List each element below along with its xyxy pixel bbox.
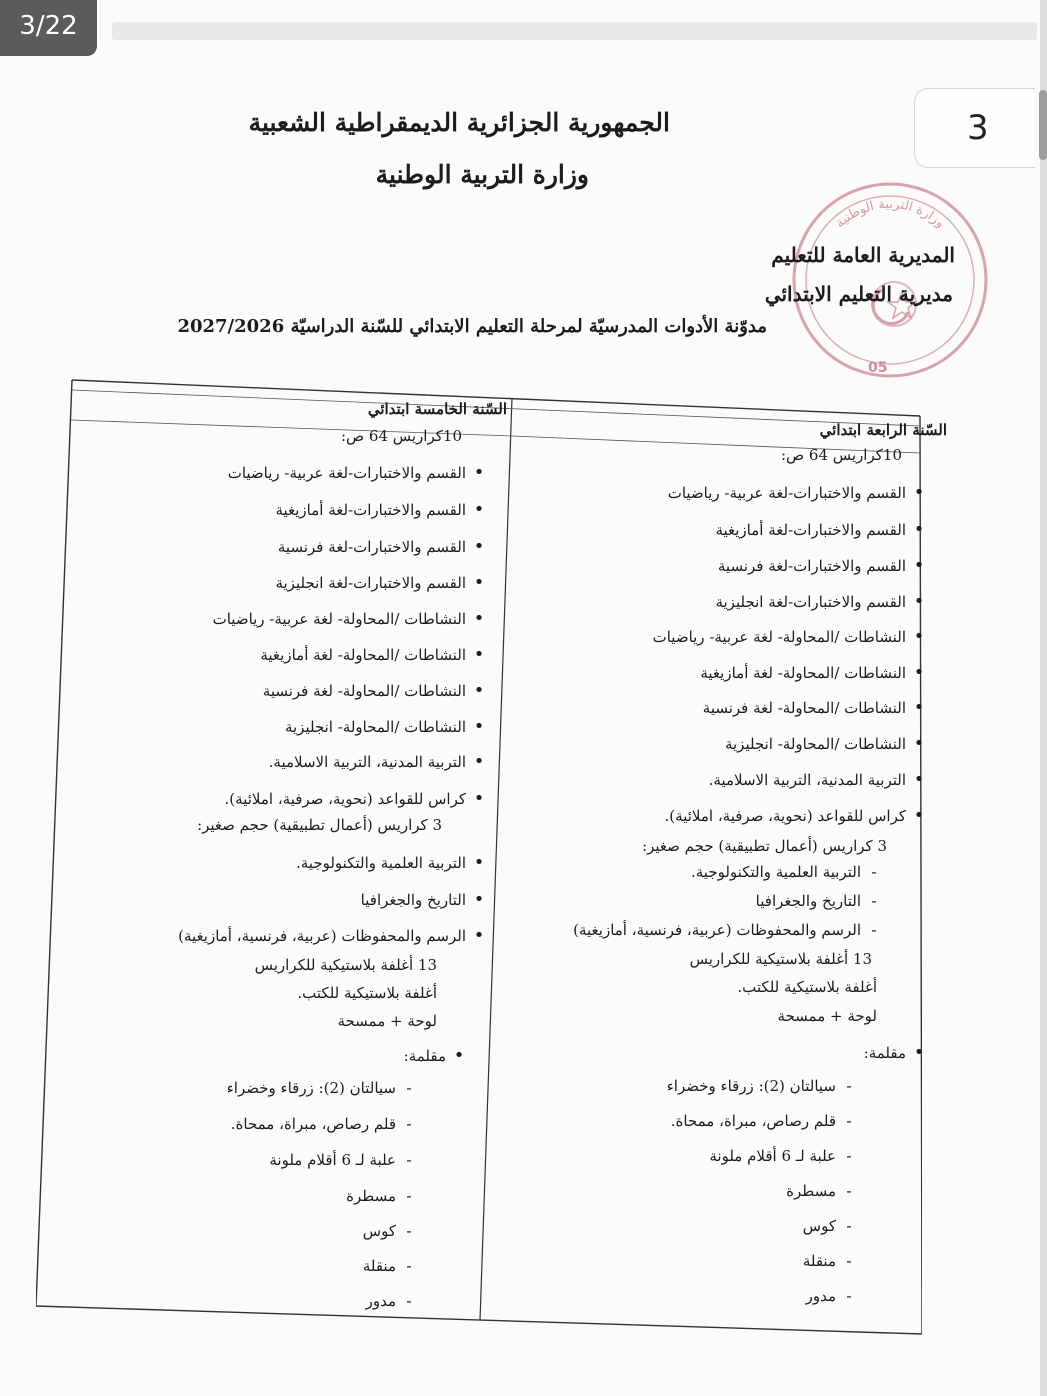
stamp-line-general-directorate: المديرية العامة للتعليم (771, 243, 955, 267)
list-item-text: كراس للقواعد (نحوية، صرفية، املائية). (664, 807, 906, 825)
list-item-text: الرسم والمحفوظات (عربية، فرنسية، أمازيغية) (178, 927, 466, 945)
list-item-text: النشاطات /المحاولة- لغة فرنسية (262, 682, 466, 700)
bullet-icon: • (473, 462, 485, 483)
list-item-text: 3 كراريس (أعمال تطبيقية) حجم صغير: (642, 837, 887, 855)
bullet-icon: • (473, 852, 485, 873)
bullet-icon: • (913, 482, 925, 503)
fifth-year-list-item (213, 609, 492, 629)
bullet-icon: • (473, 536, 485, 557)
bullet-icon: • (473, 572, 485, 593)
bullet-icon: • (913, 591, 925, 612)
list-item-text: 10كراريس 64 ص: (340, 427, 462, 445)
list-item-text: التربية المدنية، التربية الاسلامية. (708, 771, 906, 789)
dash-icon: - (406, 1115, 412, 1133)
dash-icon: - (406, 1079, 412, 1097)
list-item-text: النشاطات /المحاولة- لغة فرنسية (702, 699, 906, 717)
bullet-icon: • (913, 519, 925, 540)
top-toolbar-strip (112, 22, 1037, 40)
list-item-text: 13 أغلفة بلاستيكية للكراريس (689, 950, 872, 968)
fifth-year-list-item (227, 1078, 422, 1098)
list-item-text: مسطرة (346, 1187, 396, 1205)
list-item-text: لوحة + ممسحة (777, 1007, 877, 1025)
list-item-text: 10كراريس 64 ص: (780, 446, 902, 464)
fifth-year-list-item (275, 500, 492, 520)
bullet-icon: • (913, 697, 925, 718)
list-item-text: مقلمة: (863, 1044, 906, 1062)
fourth-year-list-item (709, 770, 932, 790)
scrollbar-thumb[interactable] (1039, 90, 1047, 160)
fifth-year-list-item (346, 1186, 422, 1206)
bullet-icon: • (473, 608, 485, 629)
fifth-year-list-item (225, 789, 492, 809)
bullet-icon: • (453, 1045, 465, 1066)
bullet-icon: • (473, 925, 485, 946)
list-item-text: القسم والاختبارات-لغة فرنسية (717, 557, 906, 575)
bullet-icon: • (913, 555, 925, 576)
list-item-text: منقلة (362, 1257, 396, 1275)
list-item-text: 13 أغلفة بلاستيكية للكراريس (254, 956, 437, 974)
dash-icon: - (846, 1147, 852, 1165)
fourth-year-list-item (703, 698, 932, 718)
list-item-text: النشاطات /المحاولة- لغة أمازيغية (700, 664, 906, 682)
scrollbar-track[interactable] (1040, 0, 1047, 1396)
column-header-fourth-year: السّنة الرابعة ابتدائي (819, 421, 947, 439)
dash-icon: - (871, 863, 877, 881)
dash-icon: - (846, 1217, 852, 1235)
list-item-text: التربية المدنية، التربية الاسلامية. (268, 753, 466, 771)
stamp-ring-text: وزارة التربية الوطنية (832, 196, 948, 232)
dash-icon: - (846, 1287, 852, 1305)
fifth-year-list-item (260, 645, 492, 665)
fourth-year-list-item (725, 734, 932, 754)
fourth-year-list-item (803, 1216, 862, 1236)
fifth-year-list-item (228, 463, 492, 483)
country-heading: الجمهورية الجزائرية الديمقراطية الشعبية (248, 108, 670, 137)
bullet-icon: • (473, 751, 485, 772)
dash-icon: - (871, 921, 877, 939)
list-item-text: القسم والاختبارات-لغة انجليزية (715, 593, 906, 611)
fifth-year-list-item (361, 890, 492, 910)
fifth-year-list-item (231, 1114, 422, 1134)
dash-icon: - (406, 1187, 412, 1205)
fifth-year-list-item (269, 752, 492, 772)
bullet-icon: • (473, 889, 485, 910)
fifth-year-list-item (341, 426, 462, 446)
list-item-text: علبة لـ 6 أقلام ملونة (269, 1151, 396, 1169)
list-item-text: 3 كراريس (أعمال تطبيقية) حجم صغير: (197, 816, 442, 834)
bullet-icon: • (473, 644, 485, 665)
fifth-year-list-item (269, 1150, 422, 1170)
list-item-text: كوس (802, 1217, 836, 1235)
list-item-text: قلم رصاص، مبراة، ممحاة. (230, 1115, 396, 1133)
stamp-line-primary-directorate: مديرية التعليم الابتدائي (764, 282, 953, 306)
bullet-icon: • (473, 716, 485, 737)
ministry-heading: وزارة التربية الوطنية (375, 160, 589, 189)
list-item-text: القسم والاختبارات-لغة عربية- رياضيات (227, 464, 466, 482)
fifth-year-list-item (296, 853, 492, 873)
column-header-fifth-year: السّنة الخامسة ابتدائي (367, 400, 507, 418)
stamp-number: 05 (868, 360, 888, 376)
page-number-tab[interactable]: 3 (914, 88, 1035, 168)
dash-icon: - (846, 1077, 852, 1095)
fourth-year-list-item (709, 1146, 862, 1166)
list-item-text: مدور (805, 1287, 836, 1305)
dash-icon: - (406, 1257, 412, 1275)
dash-icon: - (406, 1292, 412, 1310)
fourth-year-list-item (737, 977, 877, 997)
fourth-year-list-item (786, 1181, 862, 1201)
fifth-year-list-item (275, 573, 492, 593)
fifth-year-list-item (285, 717, 492, 737)
fourth-year-list-item (671, 1111, 862, 1131)
bullet-icon: • (913, 626, 925, 647)
fourth-year-list-item (667, 1076, 862, 1096)
list-item-text: القسم والاختبارات-لغة أمازيغية (715, 521, 906, 539)
list-item-text: قلم رصاص، مبراة، ممحاة. (670, 1112, 836, 1130)
fourth-year-list-item (718, 556, 932, 576)
list-item-text: التربية العلمية والتكنولوجية. (296, 854, 466, 872)
list-item-text: كوس (362, 1222, 396, 1240)
fifth-year-list-item (263, 681, 492, 701)
bullet-icon: • (473, 499, 485, 520)
fourth-year-list-item (715, 520, 932, 540)
bullet-icon: • (913, 662, 925, 683)
dash-icon: - (846, 1112, 852, 1130)
fourth-year-list-item (690, 949, 872, 969)
fourth-year-list-item (864, 1043, 932, 1063)
official-stamp-icon (790, 180, 990, 380)
fourth-year-list-item (806, 1286, 862, 1306)
list-item-text: كراس للقواعد (نحوية، صرفية، املائية). (224, 790, 466, 808)
list-item-text: مقلمة: (403, 1047, 446, 1065)
page-counter: 3/22 (0, 0, 97, 56)
list-item-text: لوحة + ممسحة (337, 1012, 437, 1030)
fourth-year-list-item (777, 1006, 877, 1026)
fifth-year-list-item (337, 1011, 437, 1031)
bullet-icon: • (913, 1042, 925, 1063)
list-item-text: التاريخ والجغرافيا (360, 891, 466, 909)
fifth-year-list-item (366, 1291, 422, 1311)
list-item-text: القسم والاختبارات-لغة انجليزية (275, 574, 466, 592)
list-item-text: منقلة (802, 1252, 836, 1270)
list-item-text: مدور (365, 1292, 396, 1310)
dash-icon: - (871, 892, 877, 910)
list-item-text: النشاطات /المحاولة- لغة عربية- رياضيات (652, 628, 906, 646)
fourth-year-list-item (803, 1251, 862, 1271)
fifth-year-list-item (197, 815, 442, 835)
bullet-icon: • (913, 769, 925, 790)
list-item-text: أغلفة بلاستيكية للكتب. (737, 978, 877, 996)
dash-icon: - (406, 1222, 412, 1240)
fourth-year-list-item (756, 891, 887, 911)
list-item-text: التاريخ والجغرافيا (755, 892, 861, 910)
list-item-text: الرسم والمحفوظات (عربية، فرنسية، أمازيغية) (573, 921, 861, 939)
dash-icon: - (846, 1252, 852, 1270)
list-item-text: سيالتان (2): زرقاء وخضراء (226, 1079, 396, 1097)
fourth-year-list-item (665, 806, 932, 826)
fourth-year-list-item (691, 862, 887, 882)
bullet-icon: • (473, 680, 485, 701)
fifth-year-list-item (363, 1256, 422, 1276)
dash-icon: - (406, 1151, 412, 1169)
list-item-text: علبة لـ 6 أقلام ملونة (709, 1147, 836, 1165)
list-item-text: النشاطات /المحاولة- لغة أمازيغية (260, 646, 466, 664)
fourth-year-list-item (653, 627, 932, 647)
bullet-icon: • (913, 733, 925, 754)
list-item-text: النشاطات /المحاولة- انجليزية (284, 718, 466, 736)
list-item-text: القسم والاختبارات-لغة عربية- رياضيات (667, 484, 906, 502)
fourth-year-list-item (573, 920, 887, 940)
list-item-text: سيالتان (2): زرقاء وخضراء (666, 1077, 836, 1095)
fourth-year-list-item (642, 836, 887, 856)
bullet-icon: • (473, 788, 485, 809)
list-item-text: التربية العلمية والتكنولوجية. (691, 863, 861, 881)
fifth-year-list-item (404, 1046, 472, 1066)
list-item-text: أغلفة بلاستيكية للكتب. (297, 984, 437, 1002)
list-item-text: النشاطات /المحاولة- انجليزية (724, 735, 906, 753)
fourth-year-list-item (781, 445, 902, 465)
bullet-icon: • (913, 805, 925, 826)
fifth-year-list-item (278, 537, 492, 557)
document-title: مدوّنة الأدوات المدرسيّة لمرحلة التعليم الابتدائي للسّنة الدراسيّة 2027/2026 (177, 316, 767, 337)
list-item-text: النشاطات /المحاولة- لغة عربية- رياضيات (212, 610, 466, 628)
fifth-year-list-item (178, 926, 492, 946)
list-item-text: القسم والاختبارات-لغة فرنسية (277, 538, 466, 556)
fourth-year-list-item (668, 483, 932, 503)
fourth-year-list-item (715, 592, 932, 612)
fourth-year-list-item (700, 663, 932, 683)
fifth-year-list-item (255, 955, 437, 975)
list-item-text: مسطرة (786, 1182, 836, 1200)
list-item-text: القسم والاختبارات-لغة أمازيغية (275, 501, 466, 519)
fifth-year-list-item (363, 1221, 422, 1241)
fifth-year-list-item (297, 983, 437, 1003)
dash-icon: - (846, 1182, 852, 1200)
